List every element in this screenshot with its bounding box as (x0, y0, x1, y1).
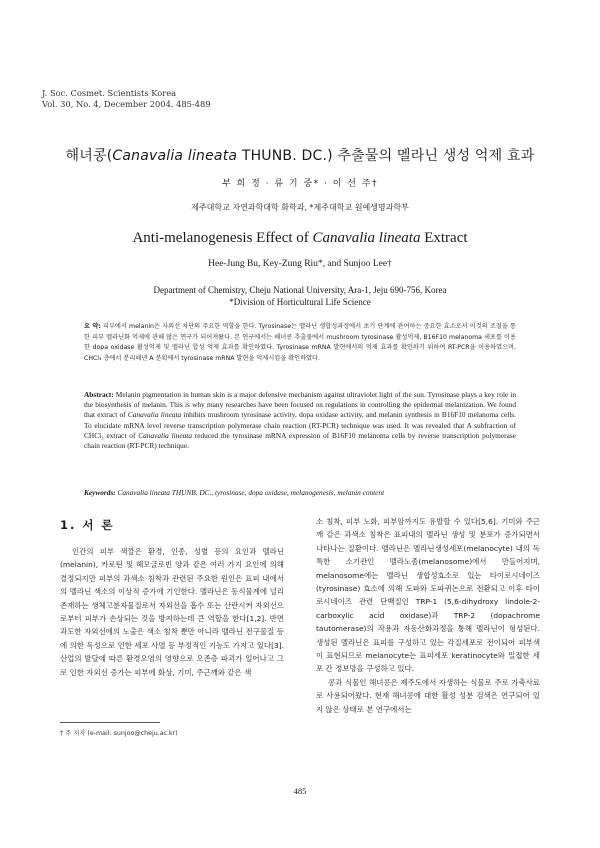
journal-volume: Vol. 30, No. 4, December 2004. 485-489 (42, 99, 211, 109)
footnote-divider (60, 722, 160, 723)
english-abstract-text-1: Melanin pigmentation in human skin is a major defensive mechanism against ultraviolet light of the sun. Tyrosinase plays a key role in the biosynthesis of melanin. This is why many researches have been focused on regulations in controlling the epidermal melanization. We found that extract of (84, 390, 516, 420)
korean-title-species: Canavalia lineata (112, 148, 238, 164)
keywords-label: Keywords: (84, 488, 116, 497)
korean-title (0, 145, 600, 165)
english-affiliation (0, 284, 600, 308)
section-heading-introduction: 1. 서 론 (60, 518, 115, 532)
english-abstract-species-1: Canavalia lineata (127, 410, 182, 420)
korean-affiliation: 제주대학교 자연과학대학 화학과, *제주대학교 원예생명과학부 (191, 203, 409, 212)
korean-abstract-label: 요 약: (84, 323, 101, 330)
english-abstract-text-3: reduced the tyrosinase mRNA expression of B16F10 melanoma cells by reverse transcription polymerase chain reaction (RT-PCR) technique. (84, 430, 516, 451)
korean-title-prefix: 해녀콩( (65, 148, 113, 164)
english-title (0, 230, 600, 247)
english-affiliation-line2: *Division of Horticultural Life Science (229, 297, 371, 307)
korean-abstract-text: 피부에서 melanin은 자외선 차단의 주요한 역할을 한다. Tyrosinase는 멜라닌 생합성과정에서 초기 단계에 관여하는 중요한 효소로서 이것의 조절을 통한 피부 멜라닌화 억제에 관해 많은 연구가 되어져왔다. 본 연구에서는 해녀콩 추출물에서 mushroom tyrosinase 활성억제, B16F10 melanoma 세포를 이용한 dopa oxidase 활성억제 및 멜라닌 합성 억제 효과를 확인하였다. Tyrosinase mRNA 발현에서의 억제 효과를 확인하기 위하여 RT-PCR을 이용하였으며, CHCl₃ 층에서 분리해낸 A 분획에서 tyrosinase mRNA 발현을 억제시킴을 확인하였다. (84, 323, 516, 362)
body-paragraph: 콩과 식물인 해녀콩은 제주도에서 자생하는 식물로 주로 가축사료로 사용되어왔다. 현재 해녀콩에 대한 활성 성분 검색은 연구되어 있지 않은 상태로 본 연구에서는 (316, 677, 540, 714)
english-title-suffix: Extract (420, 230, 468, 246)
english-title-prefix: Anti-melanogenesis Effect of (132, 230, 313, 246)
english-title-species: Canavalia lineata (312, 230, 421, 246)
page-number: 485 (293, 786, 307, 796)
english-abstract (84, 390, 516, 451)
journal-name: J. Soc. Cosmet. Scientists Korea (42, 88, 177, 98)
footnote: † 주 저자 (e-mail: sunjoo@cheju.ac.kr) (60, 730, 178, 737)
english-abstract-text-2: inhibits mushroom tyrosinase activity, dopa oxidase activity, and melanin synthesis in B16F10 melanoma cells. To elucidate mRNA level reverse transcription polymerase chain reaction (RT-PCR) technique was used. It was revealed that A subfraction of CHCl₃ extract of (84, 410, 516, 440)
body-paragraph: 인간의 피부 색깔은 환경, 인종, 성별 등의 요인과 멜라닌(melanin), 카로틴 및 헤모글로빈 양과 같은 여러 가지 요인에 의해 결정되지만 피부의 과색소 침착과 관련된 주요한 원인은 표피 내에서의 멜라닌 색소의 이상적 증가에 기인한다. 멜라닌은 동식물계에 널리 존재하는 생체고분자물질로서 자외선을 흡수 또는 산란시켜 자외선으로부터 피부가 손상되는 것을 방지하는데 큰 역할을 한다[1,2]. 반면 과도한 자외선에의 노출은 색소 침착 뿐만 아니라 멜라닌 전구물질 등에 의한 독성으로 인한 세포 사멸 등 부정적인 기능도 가지고 있다[3]. 산업의 발달에 따른 환경오염의 영향으로 오존층 파괴가 일어나고 그로 인한 자외선 증가는 피부에 화상, 기미, 주근깨와 같은 색 (60, 547, 284, 677)
english-abstract-species-2: Canavalia lineata (138, 430, 192, 440)
keywords (84, 488, 516, 498)
body-column-left (60, 545, 284, 679)
english-affiliation-line1: Department of Chemistry, Cheju National University, Ara-1, Jeju 690-756, Korea (153, 285, 447, 295)
keywords-text: Canavalia lineata THUNB. DC., tyrosinase, dopa oxidase, melanogenesis, melanin content (115, 488, 385, 497)
korean-abstract (84, 322, 516, 364)
body-paragraph: 소 침착, 피부 노화, 피부암까지도 유발할 수 있다[5,6]. 기미와 주근깨 같은 과색소 침착은 표피내의 멜라닌 생성 및 분포가 증가되면서 나타나는 질환이다. 멜라닌은 멜라닌생성세포(melanocyte) 내의 독특한 소기관인 멜라노좀(melanosome)에서 만들어지며, melanosome에는 멜라닌 생합성효소로 있는 타이로시네이즈(tyrosinase) 효소에 의해 도파와 도파퀴논으로 전환되고 이후 타이로시네이즈 관련 단백질인 TRP-1 (5,6-dihydroxy lindole-2-carboxylic acid oxidase)과 TRP-2 (dopachrome tautomerase)의 작용과 자동산화과정을 통해 멜라닌이 형성된다. 생성된 멜라닌은 표피를 구성하고 있는 각질세포로 전이되어 피부색이 표현되므로 melanocyte는 표피세포 keratinocyte와 밀접한 세포 간 정보망을 구성하고 있다. (316, 517, 540, 674)
korean-authors: 부 희 정 · 류 기 중* · 이 선 주† (221, 179, 379, 189)
english-abstract-label: Abstract: (84, 390, 114, 399)
english-authors: Hee-Jung Bu, Key-Zung Riu*, and Sunjoo Lee† (208, 259, 392, 269)
korean-title-suffix: THUNB. DC.) 추출물의 멜라닌 생성 억제 효과 (237, 148, 535, 164)
journal-header (42, 88, 211, 110)
body-column-right (316, 515, 540, 716)
